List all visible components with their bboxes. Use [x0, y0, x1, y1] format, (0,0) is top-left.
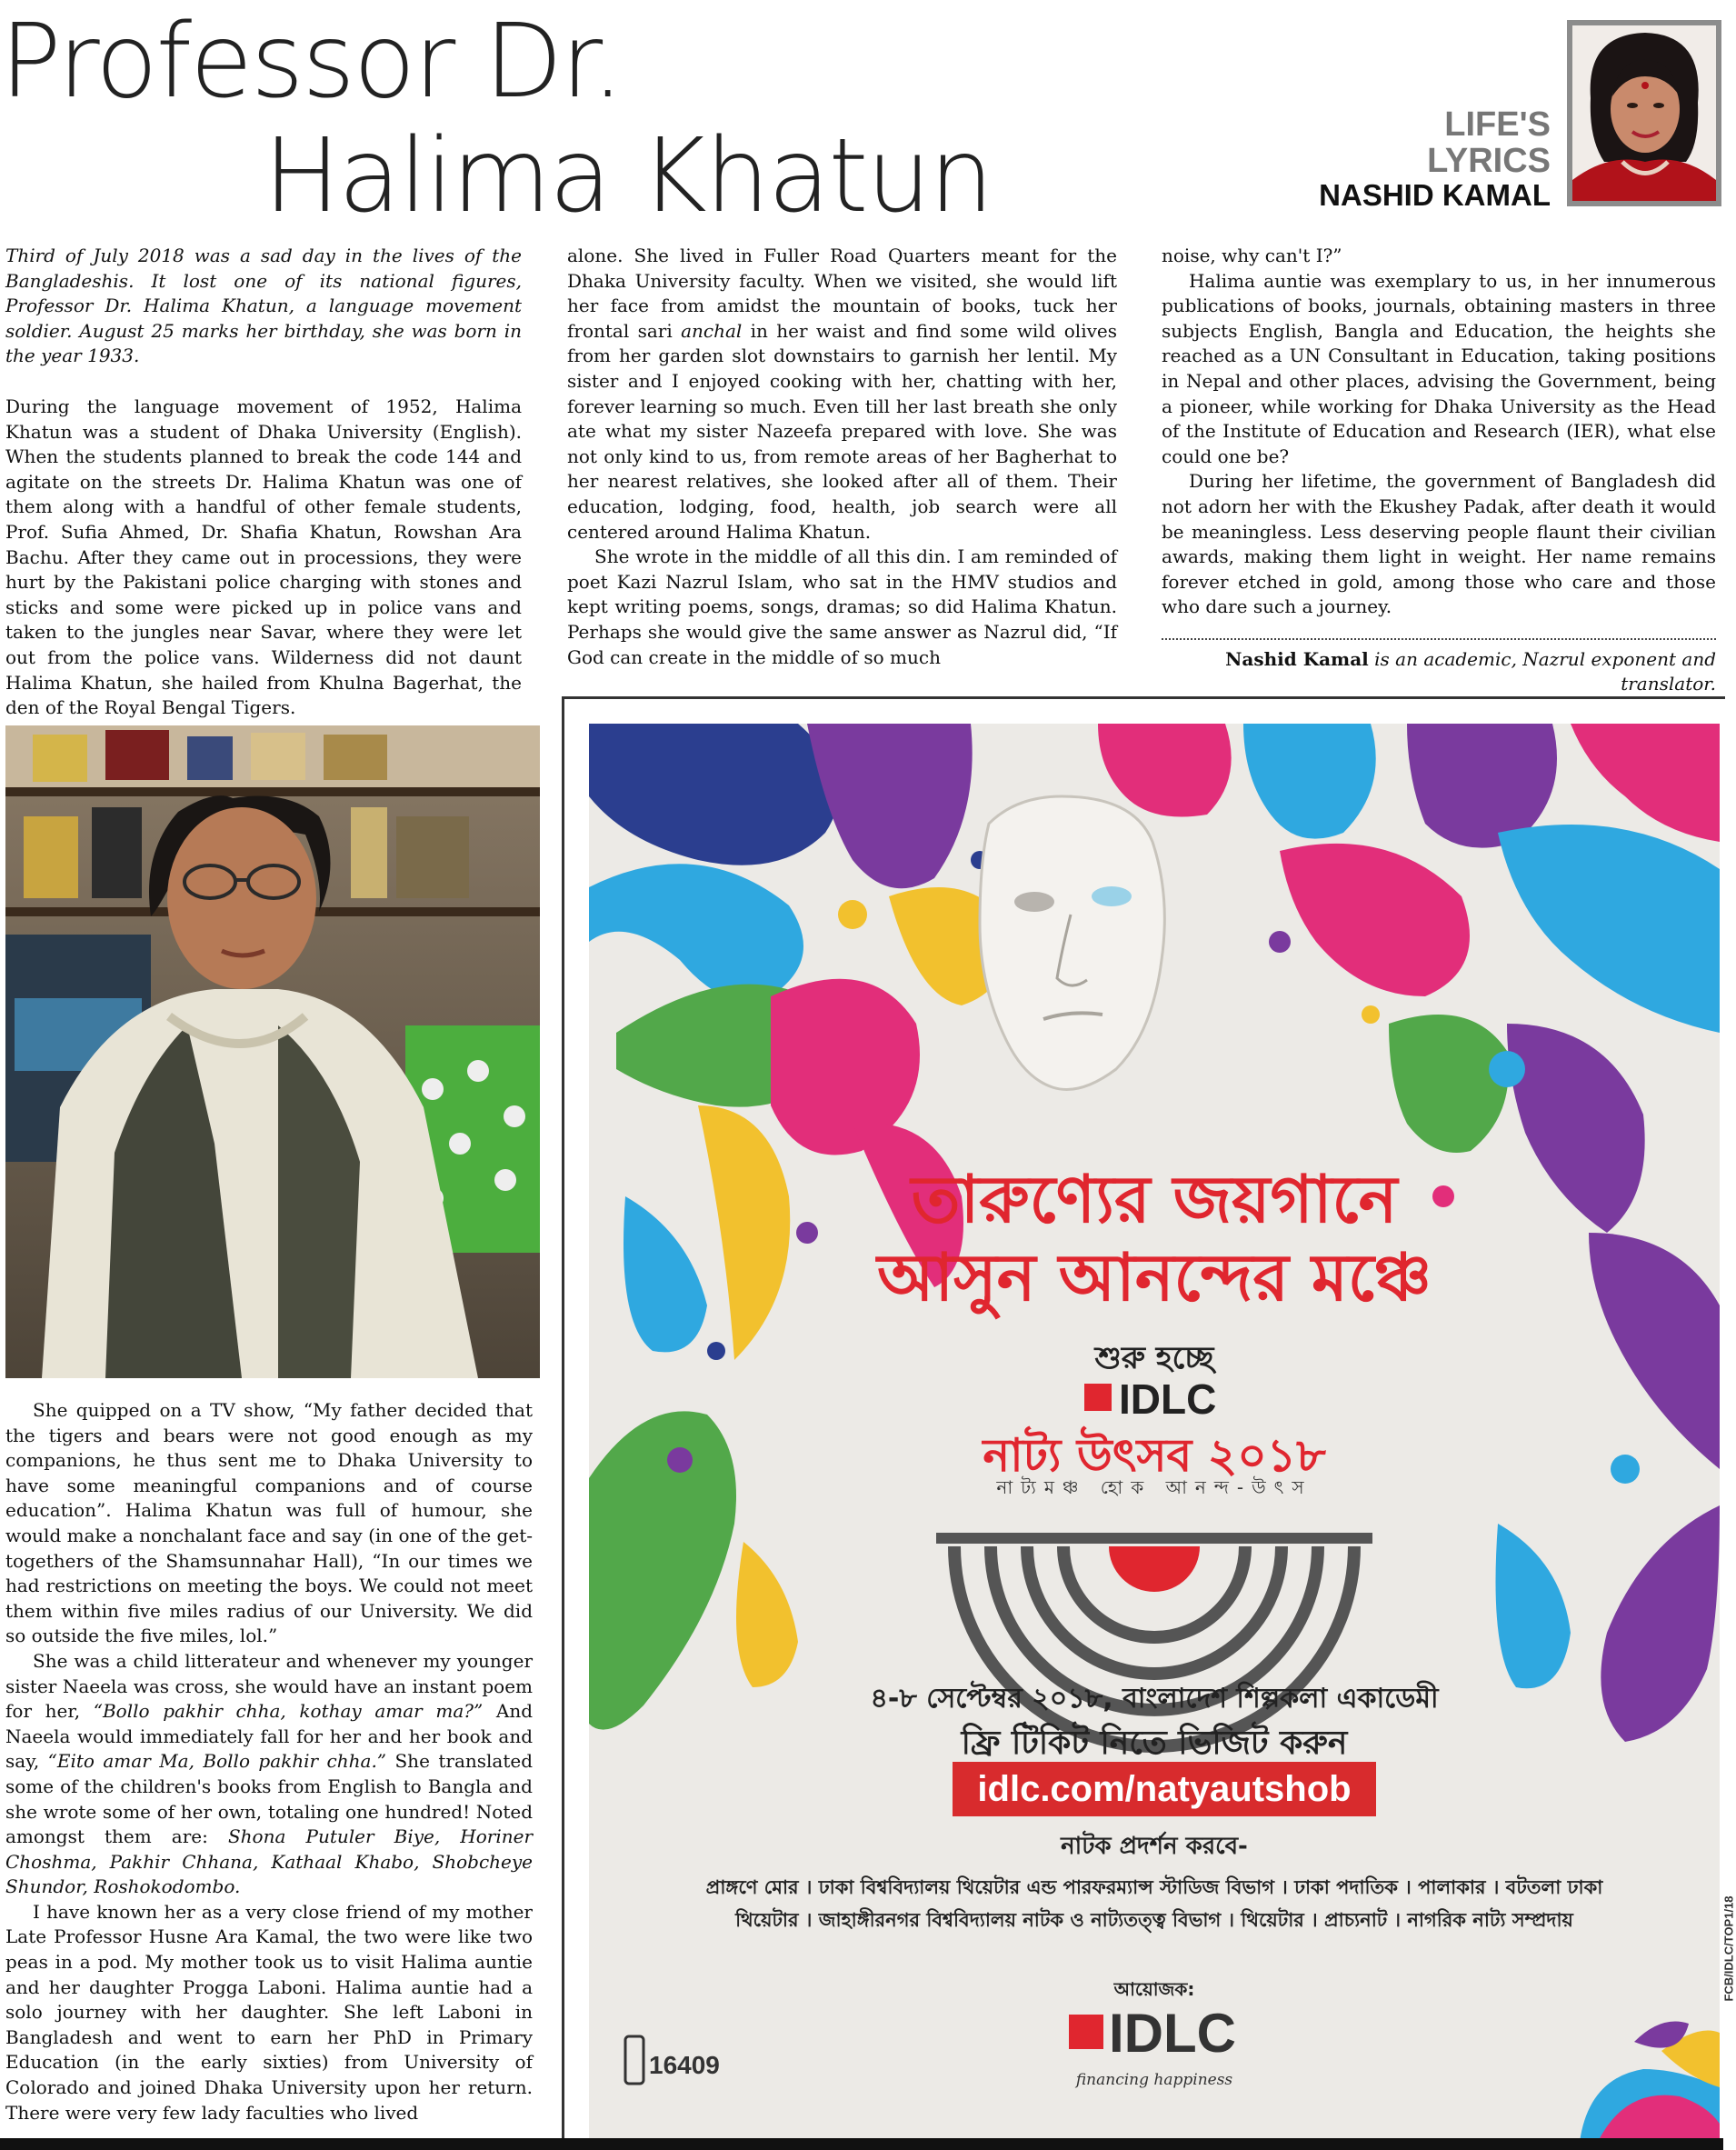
byline-divider [1162, 638, 1716, 640]
text-span: She translated some of the children's books from English to Bangla and she wrote some of her own, totaling one hundred! Noted amongst them are: [5, 1750, 534, 1848]
idlc-logo-bottom: IDLC [1109, 2003, 1236, 2064]
text-span: in her waist and find some wild olives from her garden slot downstairs to garnish her lentil. My sister and I enjoyed cooking with her, chatting with her, forever learning so much. Even till her last breath she only ate what my sister Nazeefa prepared with love. She was not only kind to us, from remote areas of her Bagherhat to her nearest relatives, she looked after all of them. Their education, lodging, food, health, job search were all centered around Halima Khatun. [567, 319, 1118, 543]
idlc-advertisement [589, 724, 1736, 2142]
article-paragraph: She wrote in the middle of all this din. I am reminded of poet Kazi Nazrul Islam, who sat in the HMV studios and kept writing poems, songs, dramas; so did Halima Khatun. Perhaps she would give the same answer as Nazrul did, “If God can create in the middle of so much [567, 545, 1117, 668]
author-portrait [1567, 20, 1721, 206]
article-column-2 [567, 244, 1117, 670]
halima-khatun-photo [5, 725, 540, 1378]
column-name-line-2: LYRICS [1427, 141, 1551, 180]
performing-troupes-label: নাটক প্রদর্শন করবে- [1061, 1833, 1248, 1860]
italic-word: anchal [681, 319, 743, 342]
article-paragraph: During her lifetime, the government of Bangladesh did not adorn her with the Ekushey Padak, after death it would be meaningless. Less deserving people flaunt their civilian awards, making them light in weight. Her name remains forever etched in gold, among those who care and those who dare such a journey. [1162, 470, 1716, 618]
article-column-1 [5, 244, 522, 721]
column-author: NASHID KAMAL [1319, 177, 1551, 212]
troupes-line-2: থিয়েটার । জাহাঙ্গীরনগর বিশ্ববিদ্যালয় নাটক ও নাট্যতত্ত্ব বিভাগ । থিয়েটার । প্রাচ্যনাট । নাগরিক নাট্য সম্প্রদায় [735, 1909, 1573, 1931]
article-paragraph: She quipped on a TV show, “My father decided that the tigers and bears were not good enough as my companions, he thus sent me to Dhaka University to have some meaningful companions and of course education”. Halima Khatun was full of humour, she would make a nonchalant face and say (in one of the get-togethers of the Shamsunnahar Hall), “In our times we had restrictions on meeting the boys. We could not meet them within five miles radius of our University. We did so outside the five miles, lol.” [5, 1399, 533, 1647]
text-span: She was a child litterateur and whenever my younger sister Naeela was cross, she would have an instant poem for her, [5, 1649, 533, 1723]
article-column-3 [1162, 244, 1716, 620]
idlc-logo-top: IDLC [1119, 1375, 1217, 1423]
article-paragraph: I have known her as a very close friend of my mother Late Professor Husne Ara Kamal, the two were like two peas in a pod. My mother took us to visit Halima auntie and her daughter Progga Laboni. Halima auntie had a solo journey with her daughter. She left Laboni in Bangladesh and went to earn her PhD in Primary Education (in the early sixties) from University of Colorado and joined Dhaka University upon her return. There were very few lady faculties who lived [5, 1900, 533, 2124]
headline-line-2: Halima Khatun [264, 117, 993, 235]
article-column-1-continued [5, 1398, 533, 2125]
author-byline [1162, 647, 1716, 696]
page-bottom-bar [0, 2138, 1723, 2150]
book-titles: Shona Putuler Biye, Horiner Choshma, Pakhir Chhana, Kathaal Khabo, Shobcheye Shundor, Roshokodombo. [5, 1825, 534, 1898]
troupes-line-1: প্রাঙ্গণে মোর । ঢাকা বিশ্ববিদ্যালয় থিয়েটার এন্ড পারফরম্যান্স স্টাডিজ বিভাগ । ঢাকা পদাতিক । পালাকার । বটতলা ঢাকা [705, 1876, 1603, 1898]
organizer-label: আয়োজক: [1113, 1978, 1195, 2000]
byline-description: is an academic, Nazrul exponent and translator. [1374, 648, 1716, 695]
article-paragraph [567, 244, 1117, 545]
poem-quote: “Bollo pakhir chha, kothay amar ma?” [93, 1700, 484, 1723]
festival-url-link[interactable]: idlc.com/natyautshob [953, 1762, 1376, 1816]
article-paragraph: noise, why can't I?” [1162, 245, 1342, 266]
ad-reference-code: FCB/IDLC/TOP1/18 [1721, 1895, 1736, 2002]
festival-tagline: নাট্যমঞ্চ হোক আনন্দ-উৎস [996, 1476, 1312, 1498]
free-ticket-text: ফ্রি টিকিট নিতে ভিজিট করুন [961, 1725, 1348, 1762]
column-header [1319, 107, 1551, 211]
festival-name: নাট্য উৎসব ২০১৮ [983, 1429, 1326, 1482]
performing-troupes-list [589, 1871, 1720, 1936]
column-name-line-1: LIFE'S [1444, 105, 1551, 144]
festival-dates-venue: ৪-৮ সেপ্টেম্বর ২০১৮, বাংলাদেশ শিল্পকলা একাডেমী [870, 1683, 1439, 1715]
idlc-slogan: financing happiness [1075, 2071, 1233, 2089]
phone-text: 16409 [649, 2051, 720, 2079]
text-span: alone. She lived in Fuller Road Quarters meant for the Dhaka University faculty. When we visited, she would lift her face from amidst the mountain of books, tuck her frontal sari [567, 245, 1117, 342]
article-paragraph [5, 1649, 533, 1900]
poem-quote: “Eito amar Ma, Bollo pakhir chha.” [47, 1750, 387, 1773]
text-span: And Naeela would immediately fall for her and her book and say, [5, 1700, 534, 1773]
hotline-number [625, 2051, 720, 2080]
byline-name: Nashid Kamal [1225, 648, 1369, 670]
article-lede: Third of July 2018 was a sad day in the lives of the Bangladeshis. It lost one of its national figures, Professor Dr. Halima Khatun, a language movement soldier. August 25 marks her birthday, she was born in the year 1933. [5, 245, 522, 367]
article-paragraph: During the language movement of 1952, Halima Khatun was a student of Dhaka University (English). When the students planned to break the code 144 and agitate on the streets Dr. Halima Khatun was one of them along with a handful of other female students, Prof. Sufia Ahmed, Dr. Shafia Khatun, Rowshan Ara Bachu. After they came out in processions, they were hurt by the Pakistani police charging with stones and sticks and some were picked up in police vans and taken to the jungles near Savar, where they were let out from the police vans. Wilderness did not daunt Halima Khatun, she hailed from Khulna Bagerhat, the den of the Royal Bengal Tigers. [5, 395, 522, 719]
ad-headline-line-2: আসুন আনন্দের মঞ্চে [877, 1239, 1432, 1315]
ad-headline-line-1: তারুণ্যের জয়গানে [911, 1161, 1398, 1237]
article-paragraph: Halima auntie was exemplary to us, in her innumerous publications of books, journals, obtaining masters in three subjects English, Bangla and Education, the heights she reached as a UN Consultant in Education, taking positions in Nepal and other places, advising the Government, being a pioneer, while working for Dhaka University as the Head of the Institute of Education and Research (IER), what else could one be? [1162, 269, 1716, 467]
ad-starts-text: শুরু হচ্ছে [1094, 1340, 1214, 1376]
headline-line-1: Professor Dr. [0, 3, 623, 121]
